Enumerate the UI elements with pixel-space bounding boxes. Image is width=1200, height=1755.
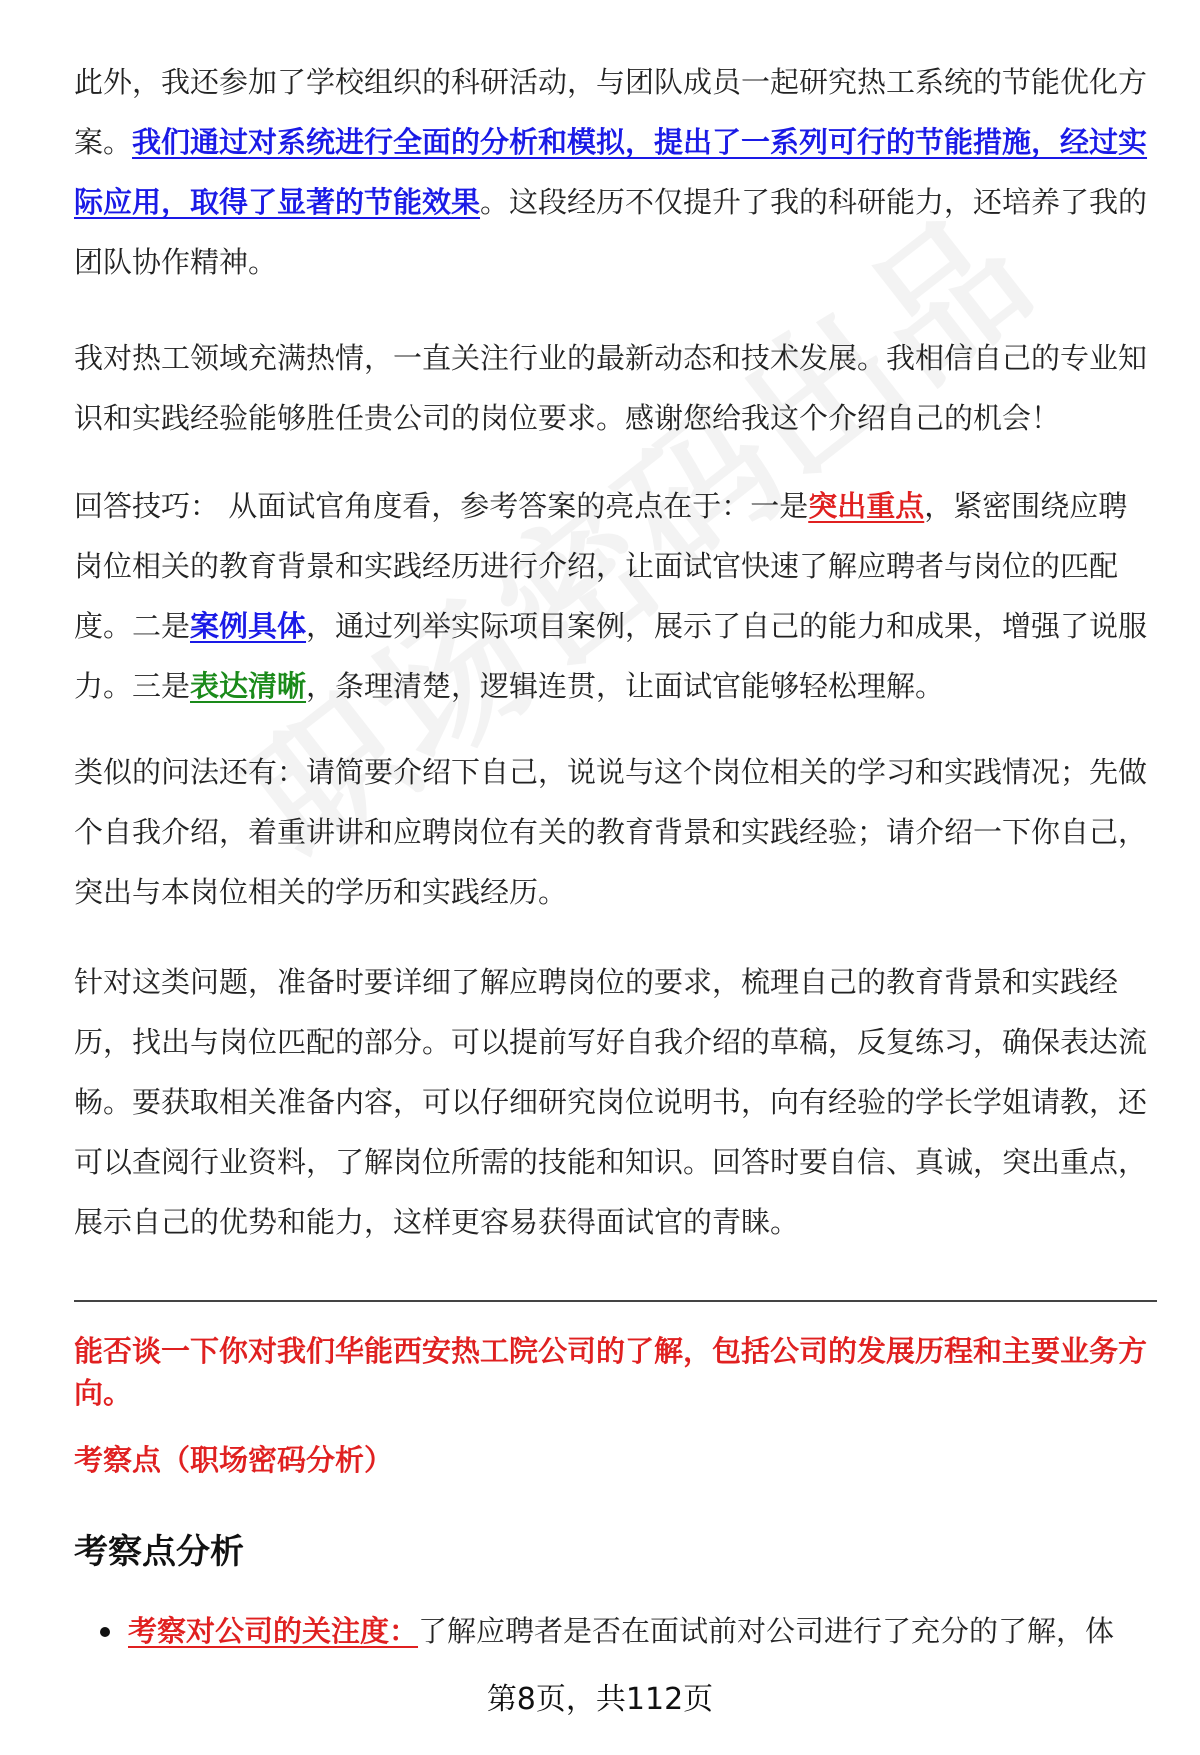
exam-point-label: 考察点（职场密码分析） <box>74 1443 394 1477</box>
bullet-item <box>128 1606 1158 1656</box>
page-footer: 第8页，共112页 <box>486 1682 714 1717</box>
paragraph-text: ，紧密围绕应聘岗位相关的教育背景和实践经历进行介绍，让面试官快速了解应聘者与岗位的匹配度。二是 <box>74 489 1128 643</box>
question-heading: 能否谈一下你对我们华能西安热工院公司的了解，包括公司的发展历程和主要业务方向。 <box>74 1334 1148 1410</box>
paragraph-text: 回答技巧： 从面试官角度看，参考答案的亮点在于：一是 <box>74 489 809 523</box>
paragraph-text: ，条理清楚，逻辑连贯，让面试官能够轻松理解。 <box>306 669 945 703</box>
paragraph-text: ，通过列举实际项目案例，展示了自己的能力和成果，增强了说服力。三是 <box>74 609 1148 703</box>
paragraph-preparation: 针对这类问题，准备时要详细了解应聘岗位的要求，梳理自己的教育背景和实践经历，找出与岗位匹配的部分。可以提前写好自我介绍的草稿，反复练习，确保表达流畅。要获取相关准备内容，可以仔细研究岗位说明书，向有经验的学长学姐请教，还可以查阅行业资料，了解岗位所需的技能和知识。回答时要自信、真诚，突出重点，展示自己的优势和能力，这样更容易获得面试官的青睐。 <box>74 965 1148 1239</box>
bullet-label: 考察对公司的关注度： <box>128 1614 419 1648</box>
highlight-green: 表达清晰 <box>190 669 307 703</box>
highlight-blue: 我们通过对系统进行全面的分析和模拟，提出了一系列可行的节能措施，经过实际应用，取得了显著的节能效果 <box>74 125 1148 219</box>
bullet-text: 了解应聘者是否在面试前对公司进行了充分的了解，体 <box>418 1614 1115 1648</box>
paragraph-closing: 我对热工领域充满热情，一直关注行业的最新动态和技术发展。我相信自己的专业知识和实践经验能够胜任贵公司的岗位要求。感谢您给我这个介绍自己的机会！ <box>74 341 1148 435</box>
highlight-blue: 案例具体 <box>190 609 307 643</box>
paragraph-text: 此外，我还参加了学校组织的科研活动，与团队成员一起研究热工系统的节能优化方案。 <box>74 65 1148 159</box>
section-title: 考察点分析 <box>74 1532 244 1572</box>
paragraph-answer-tips <box>74 476 1154 716</box>
paragraph-text: 。这段经历不仅提升了我的科研能力，还培养了我的团队协作精神。 <box>74 185 1148 279</box>
highlight-red: 突出重点 <box>808 489 925 523</box>
section-divider <box>74 1300 1157 1302</box>
paragraph-research <box>74 52 1154 292</box>
paragraph-similar-questions: 类似的问法还有：请简要介绍下自己，说说与这个岗位相关的学习和实践情况；先做个自我介绍，着重讲讲和应聘岗位有关的教育背景和实践经验；请介绍一下你自己，突出与本岗位相关的学历和实践经历。 <box>74 755 1148 909</box>
bullet-dot <box>100 1627 110 1637</box>
